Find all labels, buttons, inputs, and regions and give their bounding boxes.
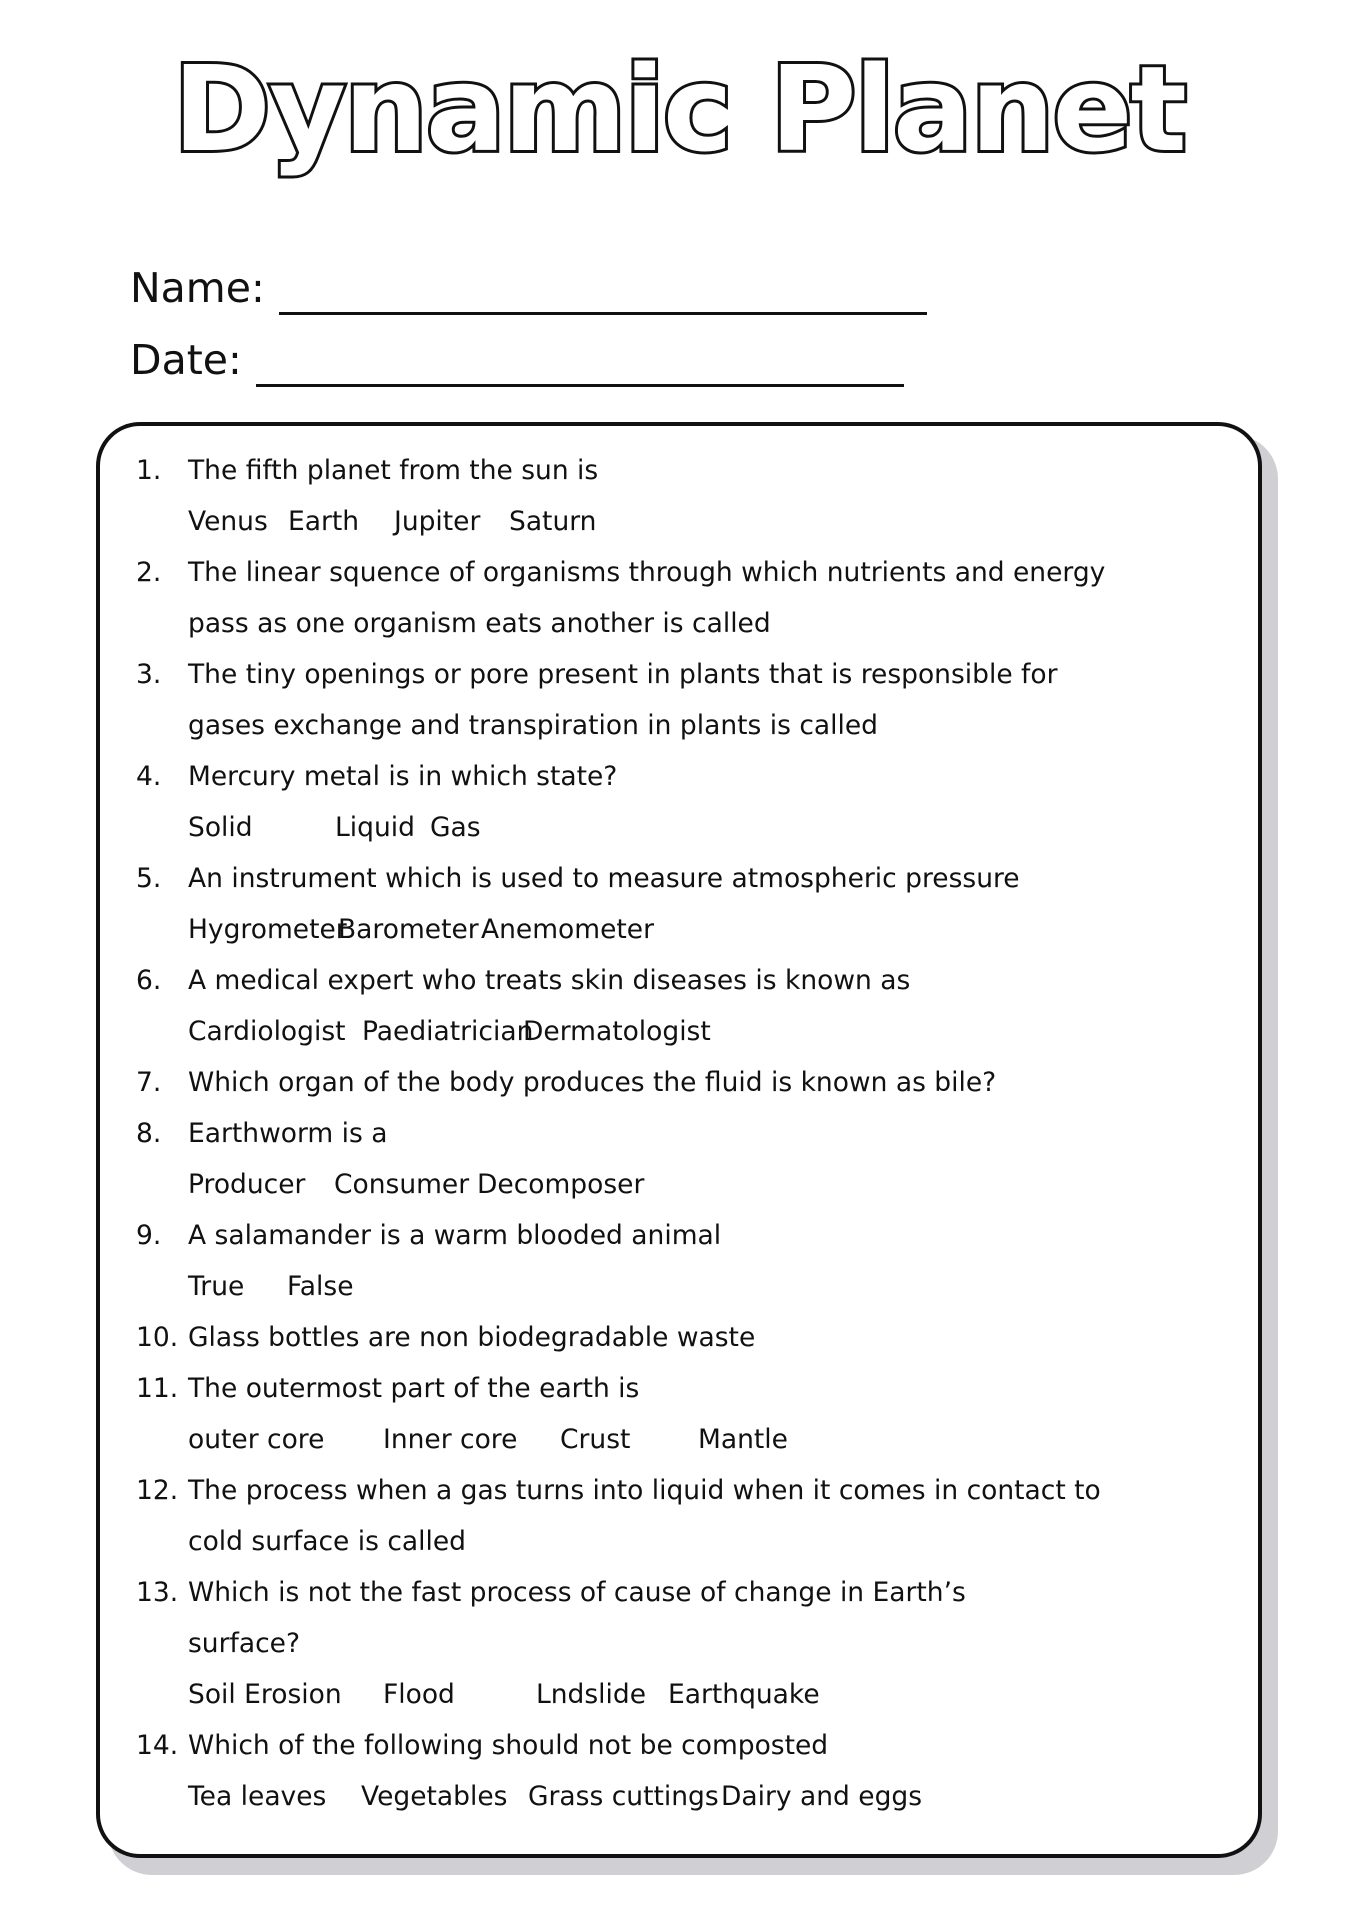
worksheet-title: Dynamic Planet (173, 40, 1185, 178)
question-line (136, 1567, 1236, 1618)
question-number: 13. (136, 1577, 179, 1608)
question-line (136, 1618, 1236, 1669)
question-number: 1. (136, 455, 162, 486)
question-number: 8. (136, 1118, 162, 1149)
question-line (136, 649, 1236, 700)
question-text: Which is not the fast process of cause of change in Earth’s (188, 1577, 966, 1608)
question-text: The outermost part of the earth is (188, 1373, 640, 1404)
question-line (136, 751, 1236, 802)
question-line (136, 1516, 1236, 1567)
answer-options (136, 1261, 1236, 1312)
answer-option[interactable]: Producer (188, 1169, 306, 1200)
question-line (136, 1312, 1236, 1363)
answer-options (136, 904, 1236, 955)
question-number: 10. (136, 1322, 179, 1353)
question-line (136, 547, 1236, 598)
answer-options (136, 802, 1236, 853)
question-text: Which organ of the body produces the fluid is known as bile? (188, 1067, 997, 1098)
question-text: An instrument which is used to measure atmospheric pressure (188, 863, 1020, 894)
answer-option[interactable]: Solid (188, 812, 253, 843)
question-number: 4. (136, 761, 162, 792)
question-line (136, 1057, 1236, 1108)
question-line (136, 445, 1236, 496)
answer-option[interactable]: Liquid (335, 812, 415, 843)
answer-option[interactable]: Dairy and eggs (721, 1781, 923, 1812)
question-number: 12. (136, 1475, 179, 1506)
date-field[interactable] (130, 336, 904, 384)
answer-option[interactable]: Soil Erosion (188, 1679, 342, 1710)
answer-option[interactable]: Hygrometer (188, 914, 347, 945)
answer-option[interactable]: Lndslide (536, 1679, 647, 1710)
question-number: 3. (136, 659, 162, 690)
answer-option[interactable]: Mantle (698, 1424, 788, 1455)
question-line (136, 853, 1236, 904)
answer-option[interactable]: Jupiter (394, 506, 481, 537)
answer-option[interactable]: Tea leaves (188, 1781, 327, 1812)
question-number: 11. (136, 1373, 179, 1404)
question-number: 7. (136, 1067, 162, 1098)
answer-option[interactable]: outer core (188, 1424, 325, 1455)
question-line (136, 1210, 1236, 1261)
answer-options (136, 1669, 1236, 1720)
date-blank-line[interactable] (256, 384, 904, 387)
question-text: The process when a gas turns into liquid when it comes in contact to (188, 1475, 1101, 1506)
answer-option[interactable]: Inner core (383, 1424, 518, 1455)
question-number: 9. (136, 1220, 162, 1251)
answer-options (136, 1006, 1236, 1057)
question-text: Earthworm is a (188, 1118, 388, 1149)
answer-options (136, 1159, 1236, 1210)
answer-option[interactable]: Saturn (509, 506, 597, 537)
question-line (136, 700, 1236, 751)
answer-option[interactable]: Cardiologist (188, 1016, 346, 1047)
question-text: cold surface is called (188, 1526, 467, 1557)
question-line (136, 955, 1236, 1006)
question-line (136, 1465, 1236, 1516)
name-blank-line[interactable] (279, 312, 927, 315)
answer-option[interactable]: Vegetables (361, 1781, 508, 1812)
question-text: Which of the following should not be composted (188, 1730, 829, 1761)
name-field[interactable] (130, 264, 927, 312)
answer-option[interactable]: Gas (430, 812, 481, 843)
answer-option[interactable]: Earthquake (668, 1679, 820, 1710)
question-text: gases exchange and transpiration in plants is called (188, 710, 878, 741)
answer-option[interactable]: Crust (560, 1424, 631, 1455)
question-number: 5. (136, 863, 162, 894)
question-text: A medical expert who treats skin diseases is known as (188, 965, 911, 996)
question-number: 14. (136, 1730, 179, 1761)
answer-option[interactable]: Paediatrician (362, 1016, 534, 1047)
answer-option[interactable]: Decomposer (477, 1169, 645, 1200)
answer-option[interactable]: False (287, 1271, 354, 1302)
answer-options (136, 496, 1236, 547)
answer-option[interactable]: True (188, 1271, 245, 1302)
answer-option[interactable]: Anemometer (481, 914, 654, 945)
answer-options (136, 1414, 1236, 1465)
answer-option[interactable]: Dermatologist (523, 1016, 711, 1047)
answer-options (136, 1771, 1236, 1822)
question-line (136, 1720, 1236, 1771)
answer-option[interactable]: Venus (188, 506, 268, 537)
date-label: Date: (130, 336, 242, 384)
question-list (136, 445, 1236, 1822)
question-text: The linear squence of organisms through which nutrients and energy (188, 557, 1106, 588)
question-text: The fifth planet from the sun is (188, 455, 599, 486)
answer-option[interactable]: Barometer (338, 914, 479, 945)
question-text: A salamander is a warm blooded animal (188, 1220, 722, 1251)
question-line (136, 598, 1236, 649)
answer-option[interactable]: Grass cuttings (528, 1781, 719, 1812)
question-number: 6. (136, 965, 162, 996)
question-line (136, 1363, 1236, 1414)
question-line (136, 1108, 1236, 1159)
question-text: Glass bottles are non biodegradable waste (188, 1322, 756, 1353)
question-text: The tiny openings or pore present in plants that is responsible for (188, 659, 1058, 690)
answer-option[interactable]: Consumer (334, 1169, 470, 1200)
question-text: pass as one organism eats another is called (188, 608, 771, 639)
answer-option[interactable]: Earth (288, 506, 360, 537)
name-label: Name: (130, 264, 265, 312)
question-text: Mercury metal is in which state? (188, 761, 618, 792)
question-number: 2. (136, 557, 162, 588)
answer-option[interactable]: Flood (383, 1679, 455, 1710)
question-text: surface? (188, 1628, 301, 1659)
